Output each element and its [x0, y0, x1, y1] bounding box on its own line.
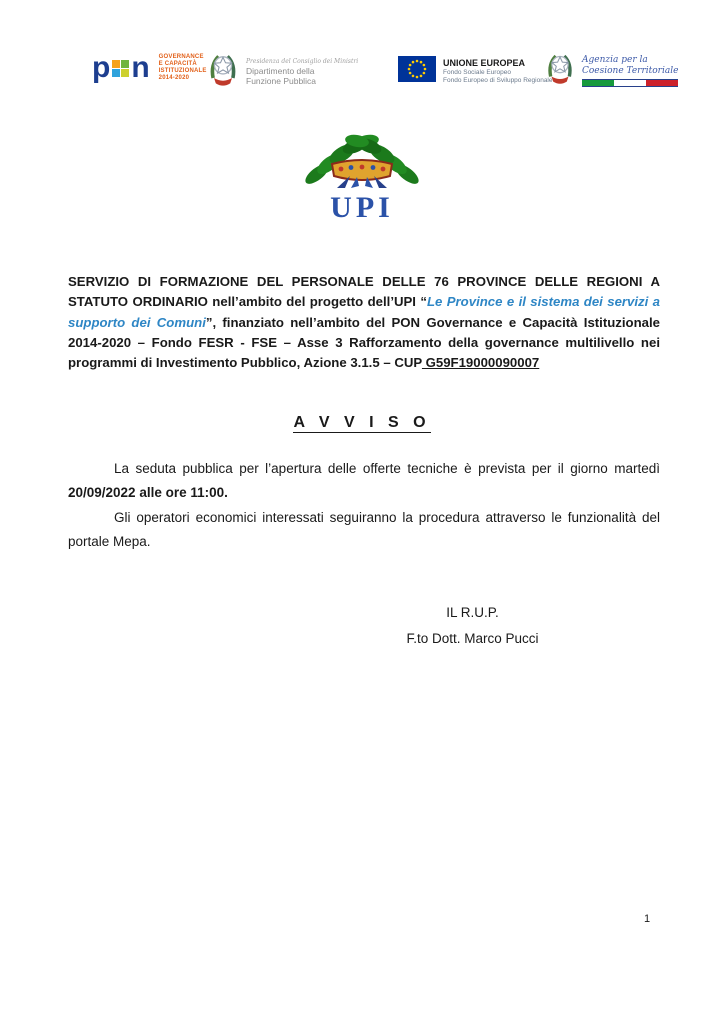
- italy-emblem-icon: [205, 50, 241, 93]
- pon-caption-line: ISTITUZIONALE: [158, 68, 207, 74]
- signature-role: IL R.U.P.: [446, 605, 499, 620]
- session-date-time: 20/09/2022 alle ore 11:00.: [68, 485, 228, 501]
- pon-logo: [92, 51, 207, 84]
- pon-letter-p: p: [92, 51, 111, 84]
- eu-subtitle-2: Fondo Europeo di Sviluppo Regionale: [443, 77, 553, 84]
- act-script-line-1: Agenzia per la: [582, 54, 648, 65]
- pon-wordmark: [92, 51, 150, 84]
- eu-flag-icon: [398, 56, 436, 87]
- agenzia-coesione-logo: [543, 50, 678, 91]
- intro-text-part2: ”, finanziato nell’ambito del PON Governance e Capacità Istituzionale 2014-2020 – Fondo FESR - FSE – Asse 3 Rafforzamento della governance multilivello nei programmi di Investimento Pubblico, Azione 3.1.5 – CUP: [68, 314, 660, 371]
- eu-logo: [398, 56, 553, 87]
- intro-text-part1: SERVIZIO DI FORMAZIONE DEL PERSONALE DELLE 76 PROVINCE DELLE REGIONI A STATUTO ORDINARIO nell’ambito del progetto dell’UPI “: [68, 274, 660, 310]
- agenzia-coesione-text: [582, 55, 678, 87]
- act-script-line-2: Coesione Territoriale: [582, 65, 679, 76]
- page-number: 1: [644, 913, 651, 925]
- eu-title: UNIONE EUROPEA: [443, 58, 526, 68]
- italy-emblem-icon: [543, 50, 577, 91]
- para1-text: La seduta pubblica per l’apertura delle offerte tecniche è prevista per il giorno martedì: [114, 461, 660, 476]
- pon-caption-line: 2014-2020: [158, 75, 190, 81]
- pon-caption-line: E CAPACITÀ: [158, 61, 197, 67]
- pon-window-icon: [112, 60, 129, 77]
- upi-wordmark: UPI: [330, 191, 394, 224]
- signature-block: [330, 600, 615, 652]
- fp-line-1: Dipartimento della: [246, 65, 315, 76]
- italian-flag-bar-icon: [582, 79, 678, 87]
- project-title: Le Province e il sistema dei servizi a supporto dei Comuni: [68, 294, 661, 330]
- intro-paragraph: [68, 272, 660, 373]
- header-logos: [0, 48, 724, 106]
- upi-logo: [282, 128, 442, 223]
- eu-text: [443, 58, 553, 85]
- funzione-pubblica-text: [246, 58, 358, 86]
- eu-subtitle-1: Fondo Sociale Europeo: [443, 69, 511, 76]
- pon-letter-n: n: [131, 51, 150, 84]
- notice-heading: [0, 414, 724, 432]
- notice-paragraph-1: [68, 457, 660, 506]
- notice-body: [68, 457, 660, 554]
- cup-code: G59F19000090007: [421, 355, 540, 371]
- notice-paragraph-2: Gli operatori economici interessati seguiranno la procedura attraverso le funzionalità del portale Mepa.: [68, 509, 660, 549]
- pon-caption-line: GOVERNANCE: [158, 54, 204, 60]
- signature-name: F.to Dott. Marco Pucci: [406, 631, 539, 646]
- presidenza-script-line: Presidenza del Consiglio dei Ministri: [246, 57, 359, 65]
- pon-caption: [159, 54, 207, 82]
- fp-line-2: Funzione Pubblica: [246, 75, 316, 86]
- funzione-pubblica-logo: [205, 50, 358, 93]
- notice-title: A V V I S O: [293, 414, 431, 431]
